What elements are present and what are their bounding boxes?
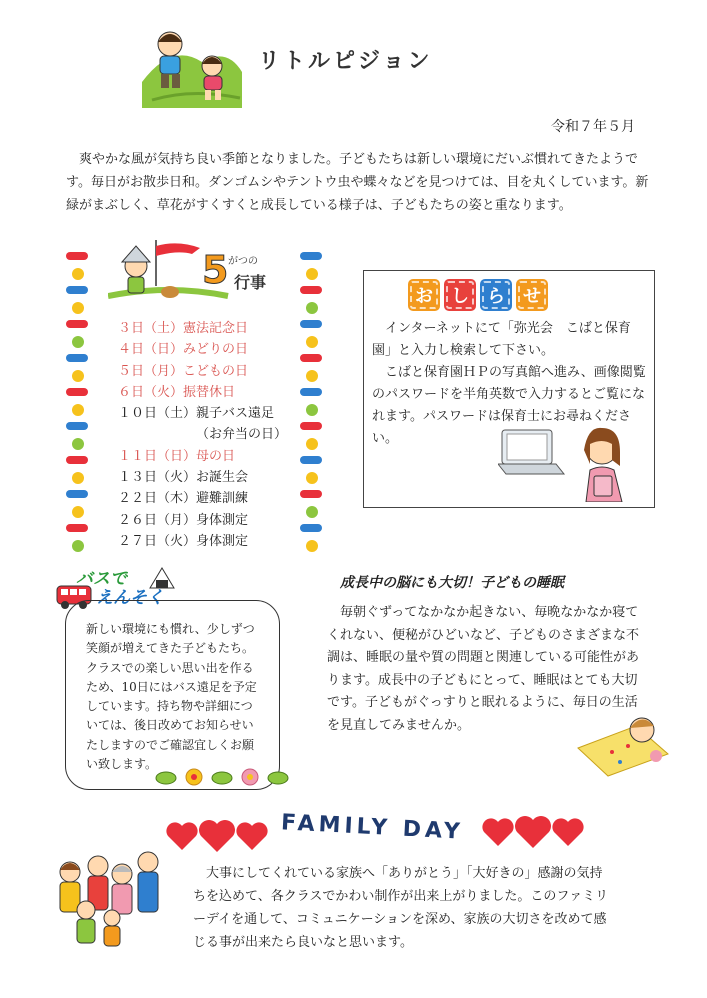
events-heading-small: がつの bbox=[228, 256, 258, 267]
event-item: ２２日（木）避難訓練 bbox=[118, 491, 249, 507]
hearts-right bbox=[481, 814, 585, 850]
sleep-section-title: 成長中の脳にも大切！子どもの睡眠 bbox=[340, 575, 564, 591]
event-item: ４日（日）みどりの日 bbox=[118, 342, 249, 358]
family-day-title: FAMILY DAY bbox=[280, 810, 465, 845]
event-item: ２６日（月）身体測定 bbox=[118, 512, 249, 528]
rice-ball-icon bbox=[148, 566, 176, 590]
event-item: １０日（土）親子バス遠足 bbox=[118, 406, 275, 422]
event-item: １１日（日）母の日 bbox=[118, 448, 236, 464]
hearts-left bbox=[165, 818, 269, 854]
sleeping-baby-illustration bbox=[572, 708, 672, 778]
family-day-paragraph: 大事にしてくれている家族へ「ありがとう」「大好きの」感謝の気持ちを込めて、各クラスでかわい制作が出来上がりました。このファミリーデイを通して、コミュニケーションを深め、家族の大切さを改めて感じる事が出来たら良いなと思います。 bbox=[193, 866, 609, 950]
notice-paragraph: インターネットにて「弥光会 こばと保育園」と入力し検索して下さい。 bbox=[372, 321, 631, 358]
intro-paragraph: 爽やかな風が気持ち良い季節となりました。子どもたちは新しい環境にだいぶ慣れてきたようです。毎日がお散歩日和。ダンゴムシやテントウ虫や蝶々などを見つけては、目を丸くしています。新緑がまぶしく、草花がすくすくと成長している様子は、子どもたちの姿と重なります。 bbox=[66, 152, 649, 213]
events-list bbox=[118, 318, 298, 552]
sleep-paragraph: 毎朝ぐずってなかなか起きない、毎晩なかなか寝てくれない、便秘がひどいなど、子どものさまざまな不調は、睡眠の量や質の問題と関連している可能性があります。成長中の子どもにとって、睡眠はとても大切です。子どもがぐっすりと眠れるように、毎日の生活を見直してみませんか。 bbox=[327, 605, 640, 733]
flower-leaf-decoration bbox=[152, 762, 292, 792]
bus-heading-line2: えんそく bbox=[96, 588, 164, 608]
carp-streamer-border-right bbox=[298, 248, 326, 558]
event-item: ３日（土）憲法記念日 bbox=[118, 321, 249, 336]
laptop-teacher-illustration bbox=[498, 420, 638, 502]
event-item: ５日（月）こどもの日 bbox=[118, 363, 249, 379]
event-item: ２７日（火）身体測定 bbox=[118, 533, 249, 549]
family-group-illustration bbox=[48, 848, 172, 958]
event-item-note: （お弁当の日） bbox=[196, 427, 288, 443]
carp-streamer-border-left bbox=[64, 248, 92, 558]
children-running-illustration bbox=[132, 22, 244, 108]
newsletter-title: リトルピジョン bbox=[258, 49, 433, 74]
notice-paragraph: こばと保育園ＨＰの写真館へ進み、画像閲覧のパスワードを半角英数で入力するとご覧になれます。パスワードは保育士にお尋ねください。 bbox=[372, 365, 646, 446]
notice-heading-char: ら bbox=[480, 279, 512, 311]
notice-heading-char: し bbox=[444, 279, 476, 311]
issue-date: 令和７年５月 bbox=[551, 119, 635, 135]
events-heading-label: 行事 bbox=[234, 273, 267, 292]
notice-heading bbox=[408, 279, 548, 311]
event-item: ６日（火）振替休日 bbox=[118, 384, 236, 400]
events-heading bbox=[198, 248, 278, 304]
bus-paragraph: 新しい環境にも慣れ、少しずつ笑顔が増えてきた子どもたち。クラスでの楽しい思い出を作るため、10日にはバス遠足を予定しています。持ち物や詳細については、後日改めてお知らせいたしますのでご確認宜しくお願い致します。 bbox=[86, 622, 257, 772]
event-item: １３日（火）お誕生会 bbox=[118, 470, 249, 486]
notice-heading-char: せ bbox=[516, 279, 548, 311]
bus-heading-line1: バスで bbox=[76, 569, 127, 589]
notice-heading-char: お bbox=[408, 279, 440, 311]
events-heading-number: 5 bbox=[202, 248, 229, 292]
